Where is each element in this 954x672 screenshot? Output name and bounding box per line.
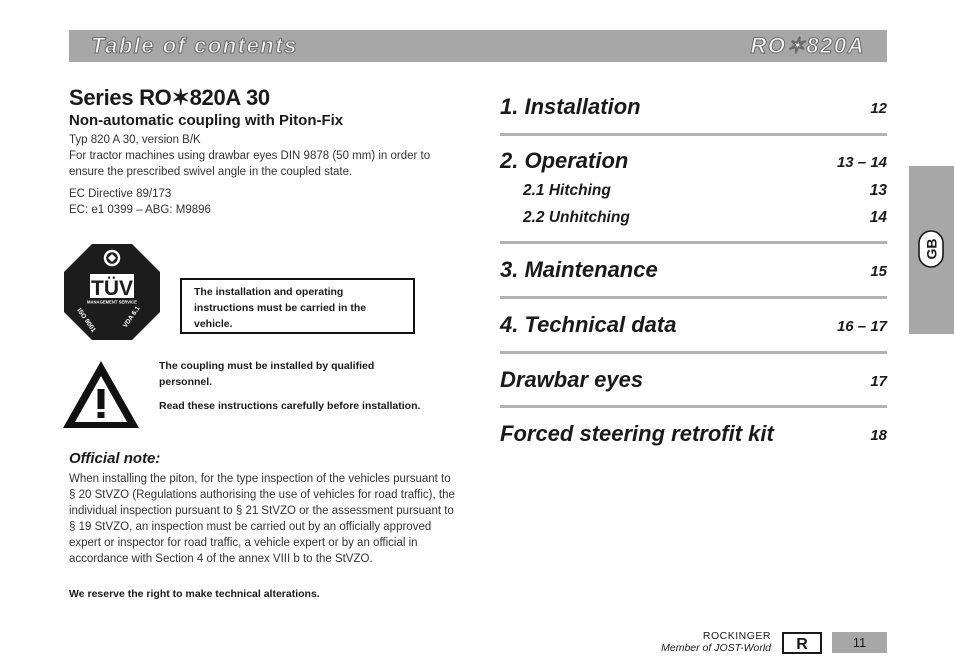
- official-note-body: When installing the piton, for the type inspection of the vehicles pursuant to § 20 StVZO (Regulations authorising the use of vehicles for road traffic), the individual inspection pursuant to § 21 StVZO or the assessment pursuant to § 19 StVZO, an inspection must be carried out by an officially approved expert or inspector for road traffic, a vehicle expert or by an official in accordance with Section 4 of the annex VIII b to the StVZO.: [69, 473, 455, 565]
- warning-triangle-icon: [61, 359, 141, 430]
- warning-read-instructions: Read these instructions carefully before installation.: [159, 400, 421, 412]
- reserve-rights-note: We reserve the right to make technical alterations.: [69, 588, 320, 600]
- toc-divider: [500, 351, 887, 354]
- logo-letter: R: [796, 636, 808, 653]
- warning-qualified-personnel: The coupling must be installed by qualified personnel.: [159, 360, 375, 388]
- toc-page: 16 – 17: [836, 318, 887, 335]
- header-title: Table of contents: [91, 33, 298, 58]
- toc-label: Drawbar eyes: [500, 367, 644, 392]
- gb-label: GB: [923, 238, 940, 260]
- brand-name: ROCKINGER: [702, 630, 771, 642]
- header-band: [69, 30, 887, 62]
- brand-member: Member of JOST-World: [661, 642, 771, 654]
- toc-page: 18: [870, 427, 887, 444]
- tuv-service: MANAGEMENT SERVICE: [87, 299, 137, 305]
- tuv-brand: TÜV: [91, 277, 133, 300]
- rockinger-logo-icon: [782, 632, 822, 654]
- toc-label: 3. Maintenance: [500, 257, 658, 282]
- toc-sub-page: 13: [869, 182, 887, 199]
- toc-label: 4. Technical data: [500, 312, 677, 337]
- ec-approval: EC: e1 0399 – ABG: M9896: [69, 204, 211, 216]
- page-number: 11: [852, 635, 867, 650]
- toc-sub-label: 2.1 Hitching: [523, 182, 611, 199]
- header-model: RO✶820A: [750, 33, 865, 58]
- toc-label: 2. Operation: [500, 148, 629, 173]
- toc-divider: [500, 296, 887, 299]
- install-notice-box: The installation and operating instructions must be carried in the vehicle.: [180, 278, 415, 334]
- series-subtitle: Non-automatic coupling with Piton-Fix: [69, 112, 344, 129]
- toc-page: 17: [870, 373, 887, 390]
- type-line: Typ 820 A 30, version B/K: [69, 134, 201, 146]
- toc-page: 13 – 14: [836, 154, 887, 171]
- toc-sub-label: 2.2 Unhitching: [523, 209, 630, 226]
- toc-sub-page: 14: [869, 209, 887, 226]
- ec-directive: EC Directive 89/173: [69, 188, 172, 200]
- series-title: Series RO✶820A 30: [69, 85, 270, 110]
- toc-divider: [500, 133, 887, 136]
- toc-page: 12: [870, 100, 887, 117]
- official-note-heading: Official note:: [69, 450, 161, 467]
- purpose-text: For tractor machines using drawbar eyes DIN 9878 (50 mm) in order to ensure the prescribed swivel angle in the coupled state.: [69, 150, 431, 178]
- tuv-iso: ISO 9001: [75, 307, 97, 334]
- toc-divider: [500, 405, 887, 408]
- toc-label: 1. Installation: [500, 94, 641, 119]
- gb-badge: [918, 230, 944, 268]
- tuv-vda: VDA 6.1: [121, 305, 142, 330]
- toc-page: 15: [870, 263, 887, 280]
- tuv-seal-icon: [64, 244, 160, 340]
- toc-divider: [500, 241, 887, 244]
- toc-label: Forced steering retrofit kit: [500, 421, 774, 446]
